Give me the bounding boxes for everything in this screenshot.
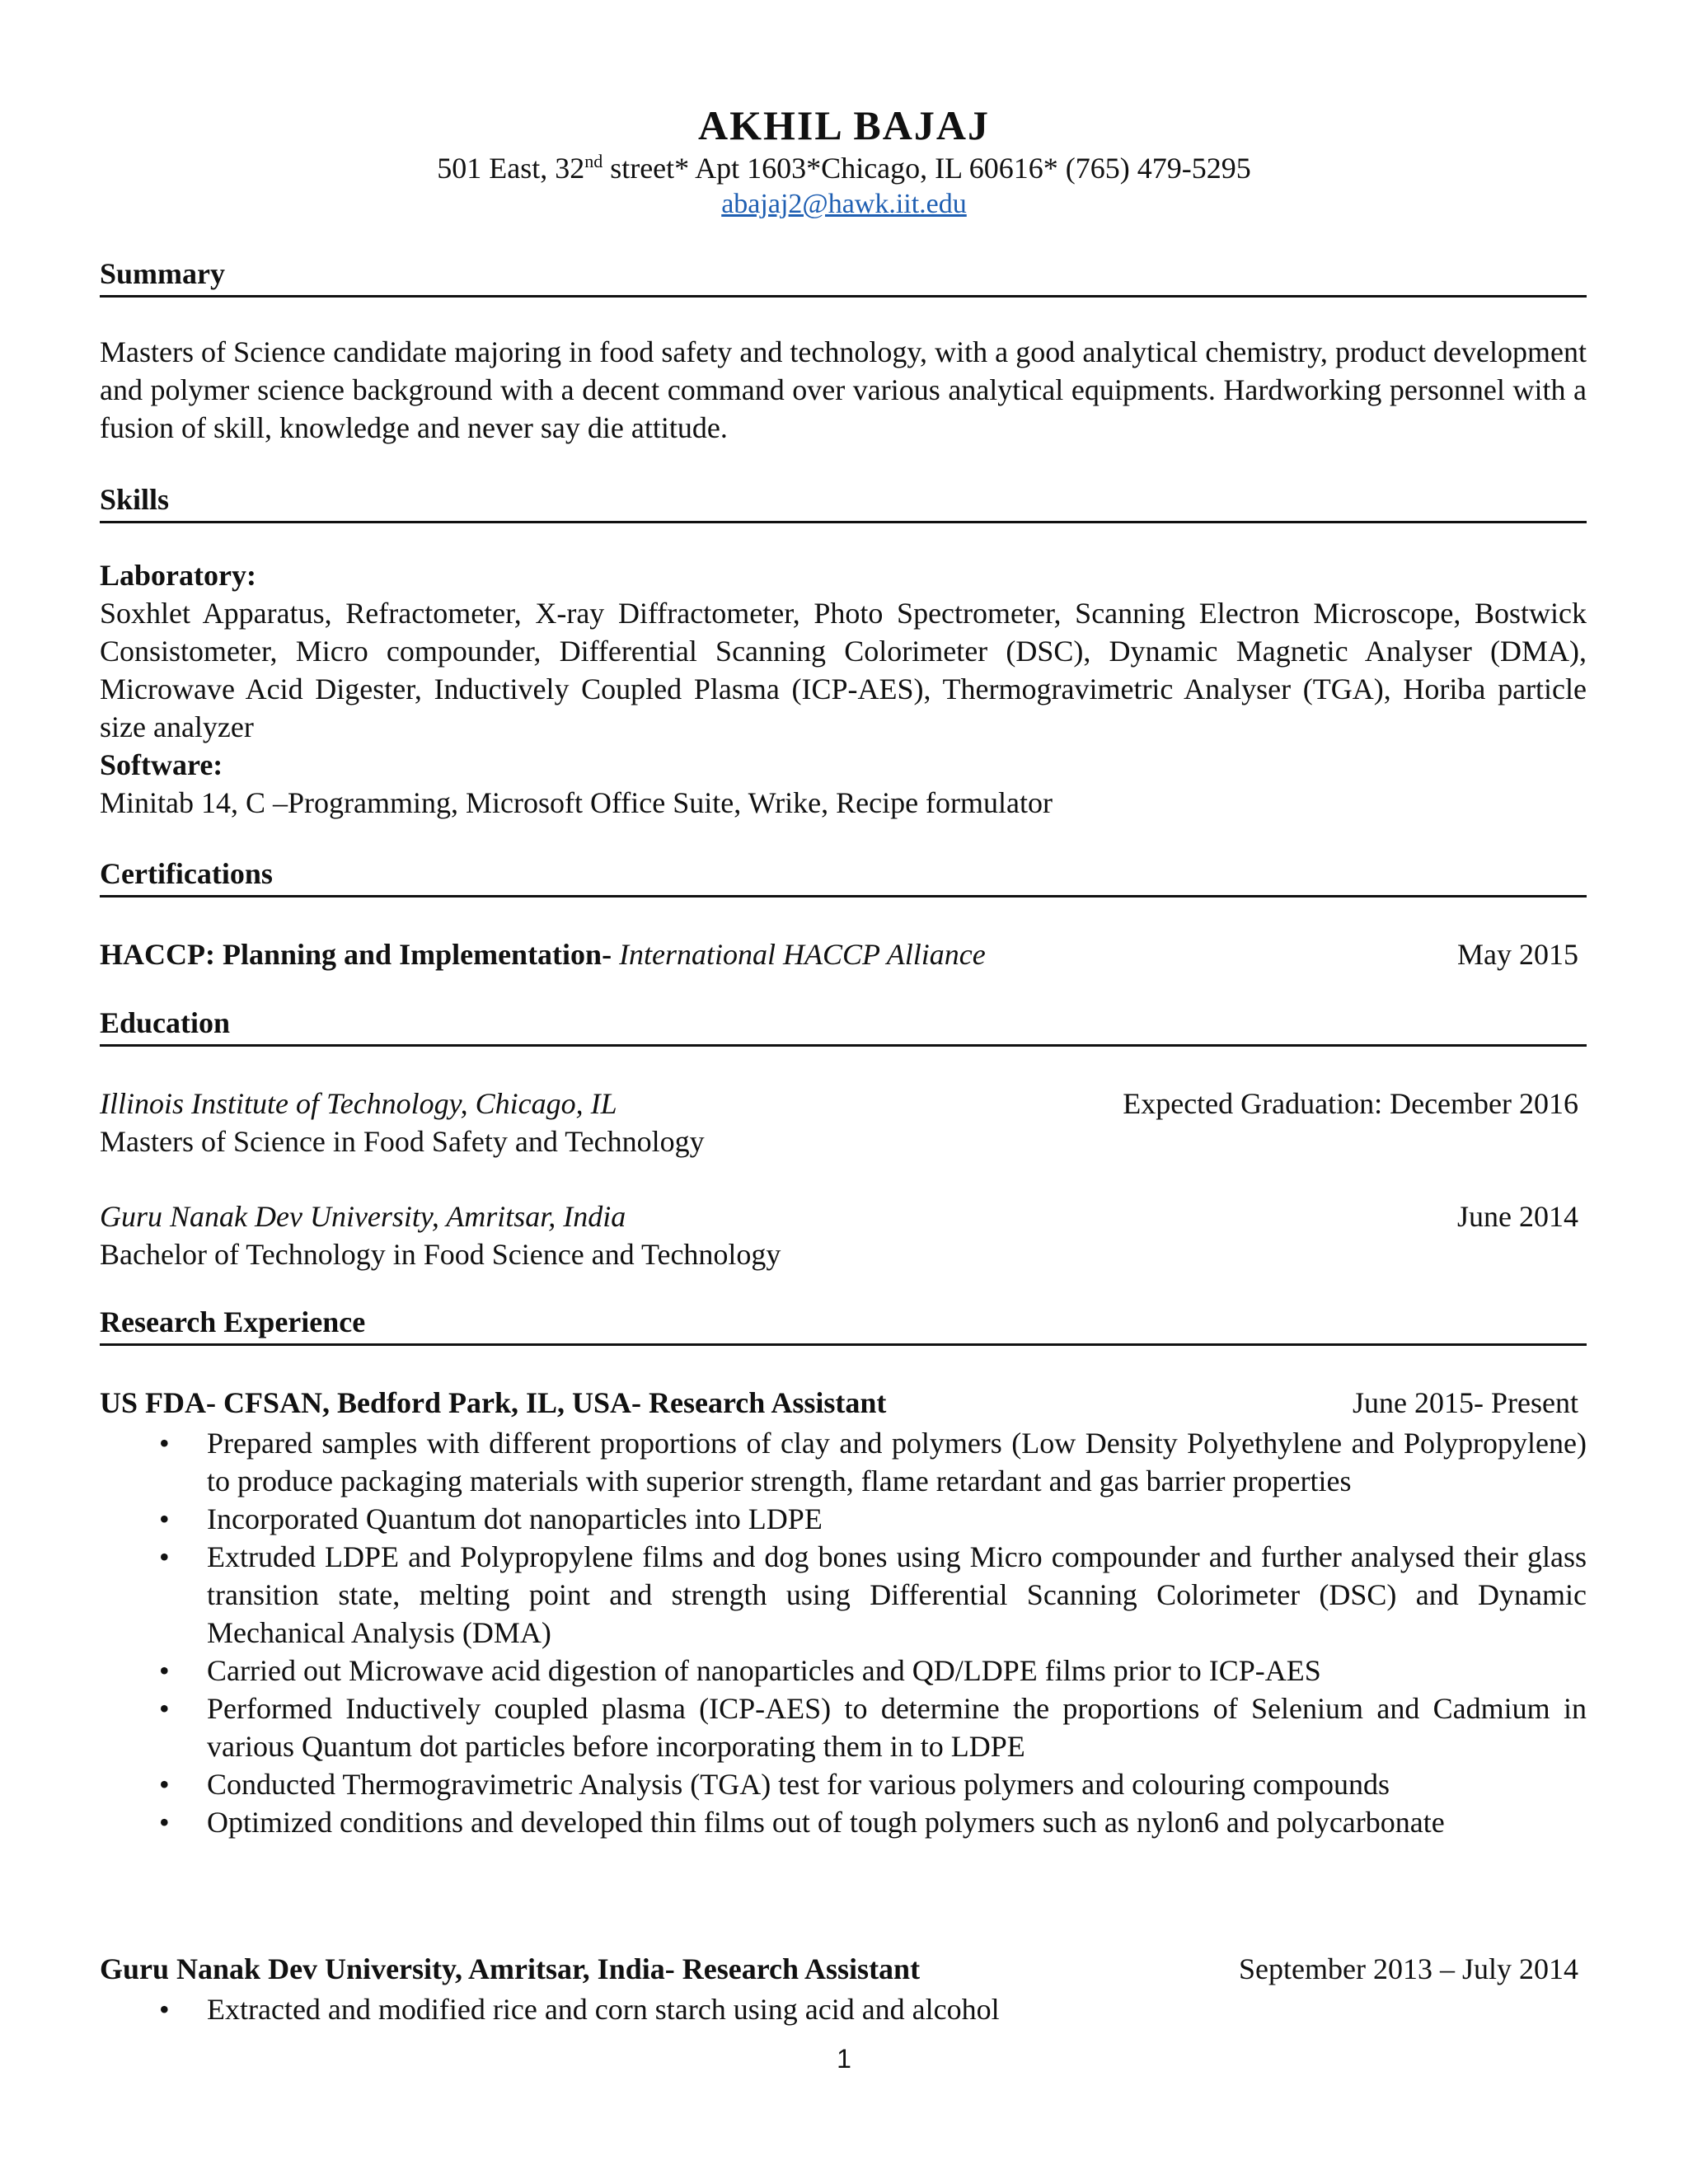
list-item: • Extruded LDPE and Polypropylene films and dog bones using Micro compounder and further analysed their glass transition state, melting point and strength using Differential Scanning Colorimeter (DSC) and Dynamic Mechanical Analysis (DMA)	[159, 1540, 1587, 1649]
list-item: • Incorporated Quantum dot nanoparticles into LDPE	[159, 1502, 823, 1535]
education-item	[100, 1085, 1587, 1122]
job-date: June 2015- Present	[1353, 1386, 1578, 1419]
summary-heading: Summary	[100, 257, 1587, 298]
research-heading: Research Experience	[100, 1305, 1587, 1346]
job-title: Guru Nanak Dev University, Amritsar, India- Research Assistant	[100, 1952, 921, 1985]
list-item: • Performed Inductively coupled plasma (ICP-AES) to determine the proportions of Selenium and Cadmium in various Quantum dot particles before incorporating them in to LDPE	[159, 1692, 1587, 1763]
certification-org: International HACCP Alliance	[612, 938, 986, 971]
list-item: • Optimized conditions and developed thin films out of tough polymers such as nylon6 and polycarbonate	[159, 1806, 1445, 1839]
education-heading: Education	[100, 1006, 1587, 1047]
resume-header	[0, 101, 1688, 223]
job-bullets	[100, 1424, 1587, 1841]
job-header	[100, 1384, 1587, 1422]
address-superscript: nd	[584, 151, 603, 171]
list-item: • Extracted and modified rice and corn starch using acid and alcohol	[159, 1993, 1000, 2026]
certification-item	[100, 935, 1587, 973]
address-part-1: 501 East, 32	[437, 152, 585, 185]
education-date: Expected Graduation: December 2016	[1123, 1087, 1578, 1120]
education-date: June 2014	[1457, 1200, 1578, 1233]
degree: Masters of Science in Food Safety and Technology	[100, 1125, 705, 1158]
summary-text: Masters of Science candidate majoring in food safety and technology, with a good analytical chemistry, product development and polymer science background with a decent command over various analytical equipments. Hardworking personnel with a fusion of skill, knowledge and never say die attitude.	[100, 335, 1587, 444]
certifications-heading: Certifications	[100, 857, 1587, 898]
list-item: • Conducted Thermogravimetric Analysis (TGA) test for various polymers and colouring compounds	[159, 1768, 1390, 1801]
list-item: • Carried out Microwave acid digestion of nanoparticles and QD/LDPE films prior to ICP-AES	[159, 1654, 1321, 1687]
software-label: Software:	[100, 748, 223, 781]
certification-title: HACCP: Planning and Implementation-	[100, 938, 612, 971]
job-bullets	[100, 1990, 1587, 2028]
job-title: US FDA- CFSAN, Bedford Park, IL, USA- Research Assistant	[100, 1386, 887, 1419]
job-header	[100, 1950, 1587, 1988]
email-link[interactable]: abajaj2@hawk.iit.edu	[721, 189, 967, 219]
certification-date: May 2015	[1457, 938, 1578, 971]
address-part-2: street* Apt 1603*Chicago, IL 60616* (765) 479-5295	[603, 152, 1251, 185]
degree: Bachelor of Technology in Food Science and Technology	[100, 1238, 781, 1271]
contact-address	[0, 150, 1688, 186]
laboratory-text: Soxhlet Apparatus, Refractometer, X-ray Diffractometer, Photo Spectrometer, Scanning Electron Microscope, Bostwick Consistometer, Micro compounder, Differential Scanning Colorimeter (DSC), Dynamic Magnetic Analyser (DMA), Microwave Acid Digester, Inductively Coupled Plasma (ICP-AES), Thermogravimetric Analyser (TGA), Horiba particle size analyzer	[100, 597, 1587, 743]
page-number: 1	[837, 2044, 851, 2074]
list-item: • Prepared samples with different proportions of clay and polymers (Low Density Polyethylene and Polypropylene) to produce packaging materials with superior strength, flame retardant and gas barrier properties	[159, 1427, 1587, 1497]
school-name: Illinois Institute of Technology, Chicago, IL	[100, 1087, 617, 1120]
candidate-name: AKHIL BAJAJ	[697, 102, 990, 148]
education-item	[100, 1197, 1587, 1235]
software-text: Minitab 14, C –Programming, Microsoft Office Suite, Wrike, Recipe formulator	[100, 786, 1053, 819]
skills-heading: Skills	[100, 483, 1587, 523]
school-name: Guru Nanak Dev University, Amritsar, India	[100, 1200, 626, 1233]
job-date: September 2013 – July 2014	[1239, 1952, 1578, 1985]
laboratory-label: Laboratory:	[100, 559, 256, 592]
